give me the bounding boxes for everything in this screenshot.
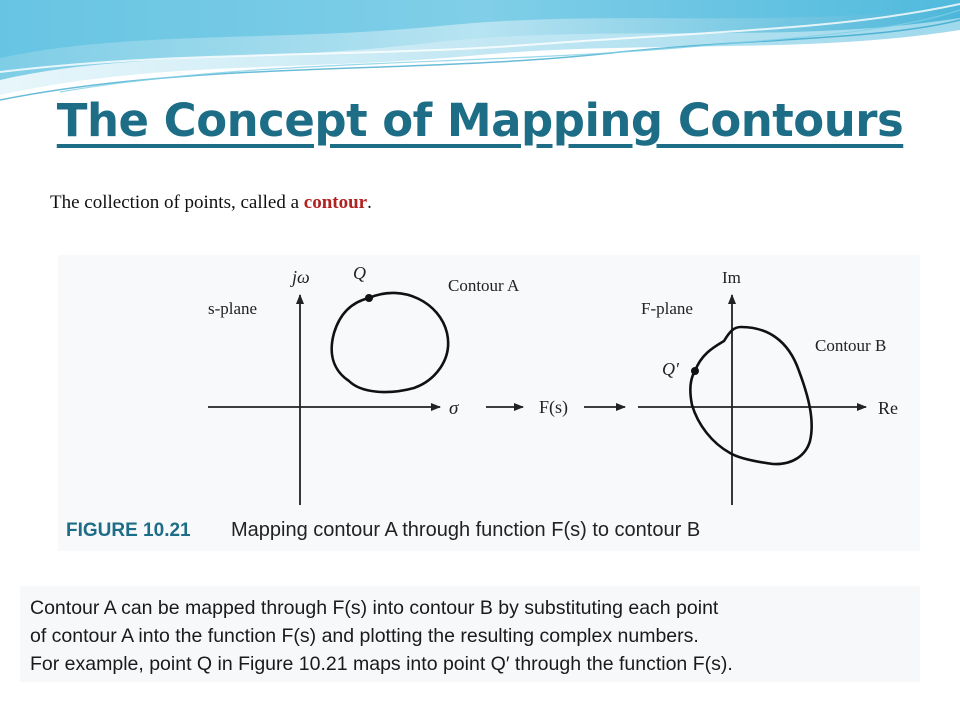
figure-panel [58, 255, 920, 551]
explanation-paragraph [30, 594, 910, 678]
intro-text-after: . [367, 192, 372, 213]
explanation-line-2: of contour A into the function F(s) and plotting the resulting complex numbers. [30, 625, 699, 647]
f-plane-label: F-plane [641, 299, 693, 318]
mapping-function-label: F(s) [539, 397, 569, 417]
explanation-line-3: For example, point Q in Figure 10.21 maps into point Q′ through the function F(s). [30, 653, 733, 675]
point-q-label: Q [353, 263, 366, 283]
point-q-prime-label: Q′ [662, 359, 679, 379]
figure-caption-text: Mapping contour A through function F(s) to contour B [231, 519, 701, 541]
s-plane-imag-axis-label: jω [292, 267, 310, 287]
explanation-panel [20, 586, 920, 682]
point-q-marker [365, 294, 373, 302]
contour-a-curve [332, 293, 448, 392]
figure-caption-label: FIGURE 10.21 [66, 520, 191, 541]
s-plane-label: s-plane [208, 299, 258, 318]
point-q-prime-marker [691, 367, 699, 375]
intro-text-before: The collection of points, called a [50, 192, 304, 213]
page-title: The Concept of Mapping Contours [56, 94, 904, 147]
f-plane-imag-axis-label: Im [722, 268, 741, 287]
contour-a-label: Contour A [448, 276, 520, 295]
contour-b-curve [690, 327, 811, 464]
f-plane-real-axis-label: Re [878, 398, 898, 418]
explanation-line-1: Contour A can be mapped through F(s) into contour B by substituting each point [30, 597, 719, 619]
mapping-diagram [58, 255, 920, 551]
s-plane-real-axis-label: σ [449, 398, 459, 419]
contour-b-label: Contour B [815, 336, 887, 355]
intro-sentence [50, 192, 372, 214]
intro-keyword: contour [303, 192, 368, 213]
